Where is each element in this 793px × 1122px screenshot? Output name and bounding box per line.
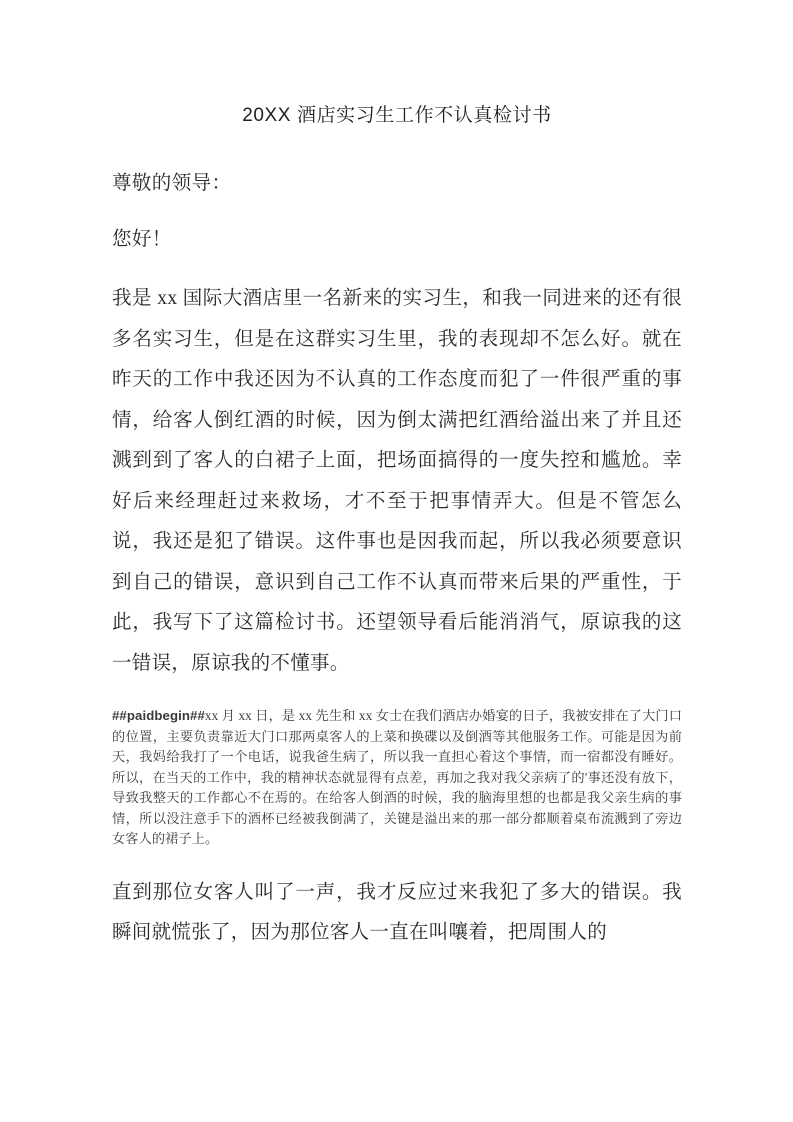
document-content (112, 0, 682, 954)
page-title (112, 0, 682, 129)
inserted-paid-paragraph (112, 684, 682, 850)
body-paragraph-2: 直到那位女客人叫了一声，我才反应过来我犯了多大的错误。我瞬间就慌张了，因为那位客人一直在叫嚷着，把周围人的 (112, 881, 682, 943)
body-paragraph-1: 我是 xx 国际大酒店里一名新来的实习生，和我一同进来的还有很多名实习生，但是在这群实习生里，我的表现却不怎么好。就在昨天的工作中我还因为不认真的工作态度而犯了一件很严重的事情，给客人倒红酒的时候，因为倒太满把红酒给溢出来了并且还溅到到了客人的白裙子上面，把场面搞得的一度失控和尴尬。幸好后来经理赶过来救场，才不至于把事情弄大。但是不管怎么说，我还是犯了错误。这件事也是因我而起，所以我必须要意识到自己的错误，意识到自己工作不认真而带来后果的严重性，于此，我写下了这篇检讨书。还望领导看后能消消气，原谅我的这一错误，原谅我的不懂事。 (112, 288, 682, 674)
paid-begin-marker: ##paidbegin## (112, 708, 205, 723)
inserted-paragraph-text: xx 月 xx 日，是 xx 先生和 xx 女士在我们酒店办婚宴的日子，我被安排在了大门口的位置，主要负责靠近大门口那两桌客人的上菜和换碟以及倒酒等其他服务工作。可能是因为前天，我妈给我打了一个电话，说我爸生病了，所以我一直担心着这个事情，而一宿都没有睡好。所以，在当天的工作中，我的精神状态就显得有点差，再加之我对我父亲病了的'事还没有放下，导致我整天的工作都心不在焉的。在给客人倒酒的时候，我的脑海里想的也都是我父亲生病的事情，所以没注意手下的酒杯已经被我倒满了，关键是溢出来的那一部分都顺着桌布流溅到了旁边女客人的裙子上。 (112, 708, 682, 846)
salutation-line: 尊敬的领导： (112, 173, 232, 194)
greeting-line: 您好！ (112, 229, 172, 250)
page-title-rest: 酒店实习生工作不认真检讨书 (291, 105, 552, 126)
page-title-year: 20XX (242, 105, 292, 126)
